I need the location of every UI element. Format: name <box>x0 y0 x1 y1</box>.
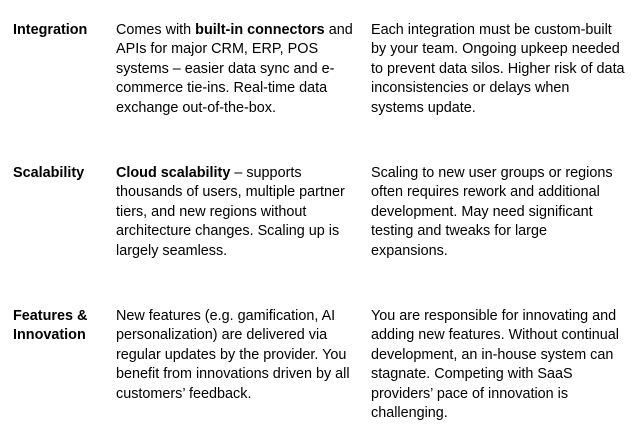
saas-text-bold: Cloud scalability <box>116 165 231 181</box>
saas-description-features-innovation <box>116 307 361 404</box>
inhouse-description-integration: Each integration must be custom-built by your team. Ongoing upkeep needed to prevent data silos. Higher risk of data inconsistencies or delays when systems update. <box>371 22 625 116</box>
saas-text-bold: built-in connectors <box>195 22 325 38</box>
row-label-integration: Integration <box>13 22 88 38</box>
inhouse-description-scalability: Scaling to new user groups or regions often requires rework and additional development. May need significant testing and tweaks for large expansions. <box>371 165 613 259</box>
saas-text-rest: – supports thousands of users, multiple partner tiers, and new regions without architecture changes. Scaling up is largely seamless. <box>116 165 345 259</box>
row-label-scalability: Scalability <box>13 165 85 181</box>
saas-description-scalability <box>116 164 361 261</box>
saas-text-lead: New features (e.g. gamification, AI personalization) are delivered via regular updates by the provider. You benefit from innovations driven by all customers’ feedback. <box>116 308 350 402</box>
saas-text-lead: Comes with <box>116 22 196 38</box>
inhouse-description-features-innovation: You are responsible for innovating and adding new features. Without continual development, an in-house system can stagnate. Competing with SaaS providers’ pace of innovation is challenging. <box>371 308 619 422</box>
saas-text-rest: and APIs for major CRM, ERP, POS systems – easier data sync and e-commerce tie-ins. Real-time data exchange out-of-the-box. <box>116 22 353 116</box>
saas-description-integration <box>116 21 361 118</box>
row-label-features-innovation: Features & Innovation <box>13 308 88 344</box>
